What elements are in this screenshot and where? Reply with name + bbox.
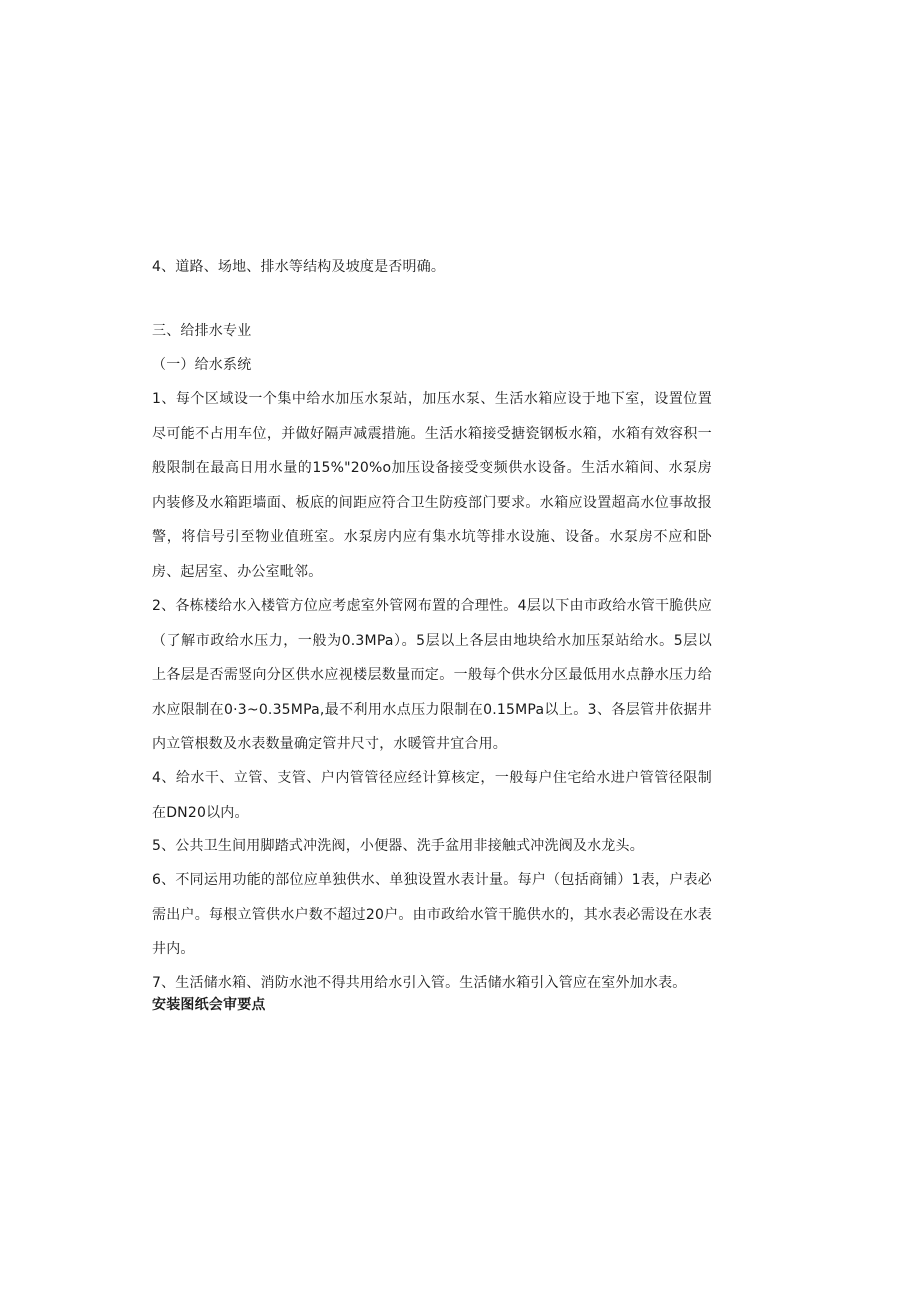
paragraph-pipe-diameter: 4、给水干、立管、支管、户内管管径应经计算核定，一般每户住宅给水进户管管径限制在DN20以内。 [152,770,712,821]
footer-title: 安装图纸会审要点 [152,997,266,1013]
paragraph-storage-tank-inlet: 7、生活储水箱、消防水池不得共用给水引入管。生活储水箱引入管应在室外加水表。 [152,975,687,991]
paragraph-water-supply-pipes: 2、各栋楼给水入楼管方位应考虑室外管网布置的合理性。4层以下由市政给水管干脆供应（了解市政给水压力，一般为0.3MPa）。5层以上各层由地块给水加压泵站给水。5层以上各层是否需竖向分区供水应视楼层数量而定。一般每个供水分区最低用水点静水压力给水应限制在0·3~0.35MPa,最不利用水点压力限制在0.15MPa以上。3、各层管井依据井内立管根数及水表数量确定管井尺寸，水暖管井宜合用。 [152,598,712,752]
subsection-heading: （一）给水系统 [152,357,252,373]
section-heading: 三、给排水专业 [152,323,252,339]
paragraph-public-restroom: 5、公共卫生间用脚踏式冲洗阀，小便器、洗手盆用非接触式冲洗阀及水龙头。 [152,838,644,854]
road-site-drainage-item: 4、道路、场地、排水等结构及坡度是否明确。 [152,259,446,275]
paragraph-water-metering: 6、不同运用功能的部位应单独供水、单独设置水表计量。每户（包括商铺）1表，户表必需出户。每根立管供水户数不超过20户。由市政给水管干脆供水的，其水表必需设在水表井内。 [152,872,712,957]
paragraph-water-pump-station: 1、每个区域设一个集中给水加压水泵站，加压水泵、生活水箱应设于地下室，设置位置尽可能不占用车位，并做好隔声减震措施。生活水箱接受搪瓷钢板水箱，水箱有效容积一般限制在最高日用水量的15%"20%o加压设备接受变频供水设备。生活水箱间、水泵房内装修及水箱距墙面、板底的间距应符合卫生防疫部门要求。水箱应设置超高水位事故报警，将信号引至物业值班室。水泵房内应有集水坑等排水设施、设备。水泵房不应和卧房、起居室、办公室毗邻。 [152,391,712,580]
